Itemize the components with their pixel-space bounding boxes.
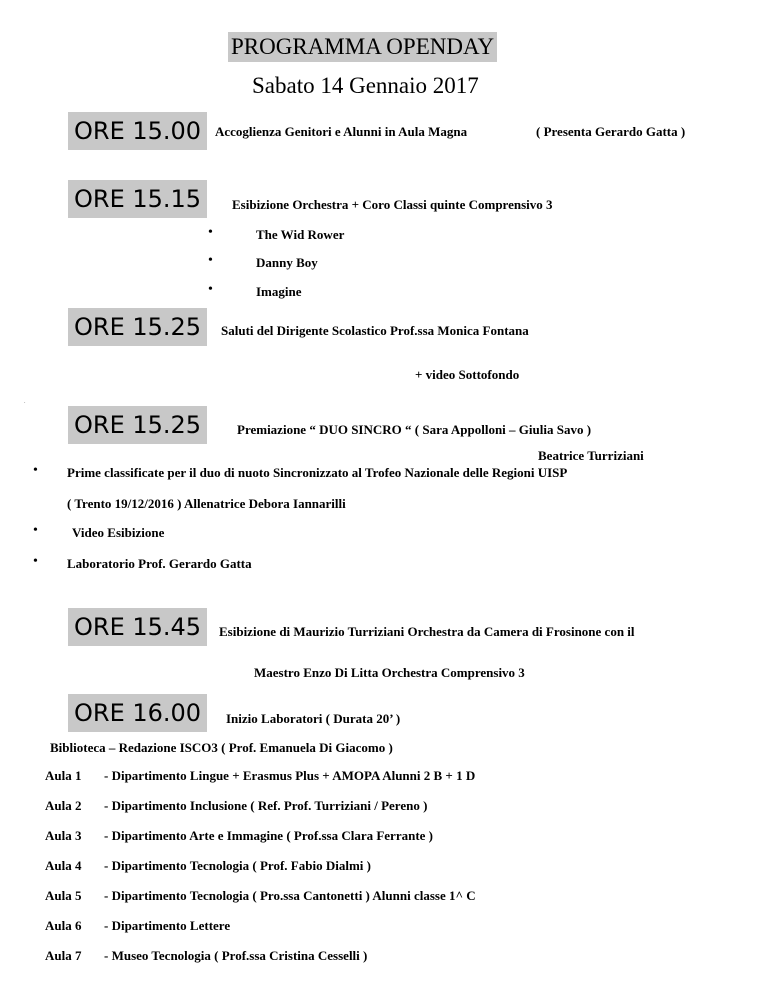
labs-start-text: Inizio Laboratori ( Durata 20’ ) [226,711,401,726]
room-label: Aula 5 [45,888,82,903]
time-label-1500: ORE 15.00 [68,112,207,150]
room-label: Aula 2 [45,798,82,813]
time-label-1515: ORE 15.15 [68,180,207,218]
award-text: Premiazione “ DUO SINCRO “ ( Sara Appolloni – Giulia Savo ) [237,422,592,437]
chamber-orchestra-text: Esibizione di Maurizio Turriziani Orchestra da Camera di Frosinone con il [219,624,635,639]
page-title: PROGRAMMA OPENDAY [228,32,497,62]
award-name-cont: Beatrice Turriziani [538,448,644,463]
time-label-1525-award: ORE 15.25 [68,406,207,444]
room-label: Aula 7 [45,948,82,963]
orchestra-text: Esibizione Orchestra + Coro Classi quinte Comprensivo 3 [232,197,553,212]
bullet-icon: • [33,463,38,478]
welcome-text: Accoglienza Genitori e Alunni in Aula Magna [215,124,468,139]
bullet-icon: • [208,253,213,268]
room-desc: - Dipartimento Lettere [104,918,231,933]
bullet-icon: • [33,554,38,569]
award-detail: Prime classificate per il duo di nuoto Sincronizzato al Trofeo Nazionale delle Regioni UISP [67,465,568,480]
room-label: Aula 3 [45,828,82,843]
bullet-icon: • [208,225,213,240]
bullet-icon: • [208,282,213,297]
room-desc: - Dipartimento Tecnologia ( Prof. Fabio Dialmi ) [104,858,371,873]
room-label: Aula 4 [45,858,82,873]
room-desc: - Dipartimento Lingue + Erasmus Plus + AMOPA Alunni 2 B + 1 D [104,768,476,783]
room-desc: - Dipartimento Inclusione ( Ref. Prof. Turriziani / Pereno ) [104,798,428,813]
room-desc: - Dipartimento Tecnologia ( Pro.ssa Cantonetti ) Alunni classe 1^ C [104,888,476,903]
song-item: Imagine [256,284,302,299]
video-item: Video Esibizione [72,525,165,540]
event-date: Sabato 14 Gennaio 2017 [252,73,479,98]
room-desc: - Dipartimento Arte e Immagine ( Prof.ssa Clara Ferrante ) [104,828,433,843]
greeting-text: Saluti del Dirigente Scolastico Prof.ssa Monica Fontana [221,323,529,338]
time-label-1600: ORE 16.00 [68,694,207,732]
library-text: Biblioteca – Redazione ISCO3 ( Prof. Emanuela Di Giacomo ) [50,740,393,755]
video-note: + video Sottofondo [415,367,520,382]
room-label: Aula 6 [45,918,82,933]
song-item: Danny Boy [256,255,318,270]
lab-item: Laboratorio Prof. Gerardo Gatta [67,556,252,571]
stray-dot: . [24,399,26,405]
room-desc: - Museo Tecnologia ( Prof.ssa Cristina Cesselli ) [104,948,368,963]
room-label: Aula 1 [45,768,82,783]
award-detail-cont: ( Trento 19/12/2016 ) Allenatrice Debora Iannarilli [67,496,346,511]
bullet-icon: • [33,523,38,538]
presenter-note: ( Presenta Gerardo Gatta ) [536,124,686,139]
song-item: The Wid Rower [256,227,345,242]
time-label-1525: ORE 15.25 [68,308,207,346]
time-label-1545: ORE 15.45 [68,608,207,646]
chamber-orchestra-cont: Maestro Enzo Di Litta Orchestra Comprensivo 3 [254,665,525,680]
